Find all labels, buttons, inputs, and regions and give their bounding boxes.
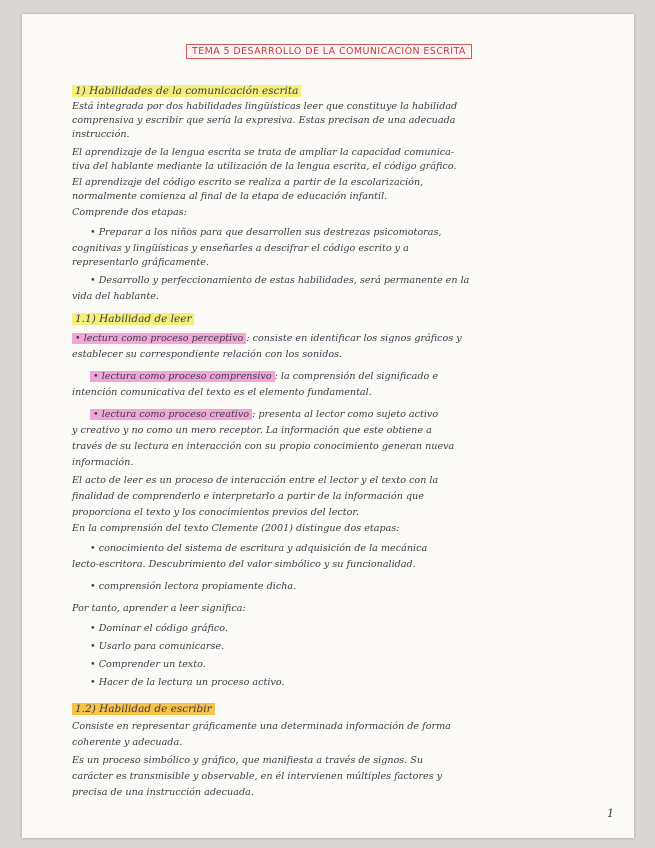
text-line: instrucción. bbox=[72, 129, 130, 140]
text-line: Por tanto, aprender a leer significa: bbox=[72, 603, 246, 614]
text-line: • lectura como proceso comprensivo : la comprensión del significado e bbox=[90, 370, 438, 384]
text-line: En la comprensión del texto Clemente (2001) distingue dos etapas: bbox=[72, 523, 400, 534]
text-line: • Hacer de la lectura un proceso activo. bbox=[90, 677, 285, 688]
text-line: proporciona el texto y los conocimientos previos del lector. bbox=[72, 507, 359, 518]
text-line: comprensiva y escribir que sería la expresiva. Estas precisan de una adecuada bbox=[72, 115, 456, 126]
section-heading: 1.2) Habilidad de escribir bbox=[72, 702, 215, 716]
text-line: • lectura como proceso creativo : presenta al lector como sujeto activo bbox=[90, 408, 438, 422]
text-line: • Usarlo para comunicarse. bbox=[90, 641, 225, 652]
section-heading: 1.1) Habilidad de leer bbox=[72, 312, 194, 326]
text-line: través de su lectura en interacción con su propio conocimiento generan nueva bbox=[72, 441, 455, 452]
text-line: vida del hablante. bbox=[72, 291, 159, 302]
text-line: El acto de leer es un proceso de interacción entre el lector y el texto con la bbox=[72, 475, 439, 486]
text-line: Está integrada por dos habilidades lingüísticas leer que constituye la habilidad bbox=[72, 101, 458, 112]
text-line: • Preparar a los niños para que desarrollen sus destrezas psicomotoras, bbox=[90, 227, 442, 238]
text-line: El aprendizaje del código escrito se realiza a partir de la escolarización, bbox=[72, 177, 424, 188]
text-line: tiva del hablante mediante la utilización de la lengua escrita, el código gráfico. bbox=[72, 161, 457, 172]
text-line: precisa de una instrucción adecuada. bbox=[72, 787, 254, 798]
text-line: establecer su correspondiente relación con los sonidos. bbox=[72, 349, 343, 360]
section-heading: 1) Habilidades de la comunicación escrita bbox=[72, 84, 301, 98]
text-line: finalidad de comprenderlo e interpretarlo a partir de la información que bbox=[72, 491, 424, 502]
text-line: Consiste en representar gráficamente una determinada información de forma bbox=[72, 721, 451, 732]
text-line: coherente y adecuada. bbox=[72, 737, 183, 748]
text-line: • conocimiento del sistema de escritura y adquisición de la mecánica bbox=[90, 543, 428, 554]
text-line: normalmente comienza al final de la etapa de educación infantil. bbox=[72, 191, 388, 202]
text-line: y creativo y no como un mero receptor. La información que este obtiene a bbox=[72, 425, 432, 436]
text-line: representarlo gráficamente. bbox=[72, 257, 209, 268]
text-line: Es un proceso simbólico y gráfico, que manifiesta a través de signos. Su bbox=[72, 755, 424, 766]
text-line: • comprensión lectora propiamente dicha. bbox=[90, 581, 297, 592]
notebook-page bbox=[22, 14, 634, 838]
text-line: • Dominar el código gráfico. bbox=[90, 623, 228, 634]
page-number: 1 bbox=[607, 807, 614, 820]
text-line: carácter es transmisible y observable, en él intervienen múltiples factores y bbox=[72, 771, 443, 782]
text-line: El aprendizaje de la lengua escrita se trata de ampliar la capacidad comunica- bbox=[72, 147, 455, 158]
text-line: • Comprender un texto. bbox=[90, 659, 206, 670]
text-line: cognitivas y lingüísticas y enseñarles a descifrar el código escrito y a bbox=[72, 243, 409, 254]
text-line: información. bbox=[72, 457, 134, 468]
text-line: • lectura como proceso perceptivo : consiste en identificar los signos gráficos y bbox=[72, 332, 462, 346]
text-line: lecto-escritora. Descubrimiento del valor simbólico y su funcionalidad. bbox=[72, 559, 416, 570]
text-line: intención comunicativa del texto es el elemento fundamental. bbox=[72, 387, 372, 398]
page-title: TEMA 5 DESARROLLO DE LA COMUNICACIÓN ESCRITA bbox=[186, 44, 472, 59]
text-line: Comprende dos etapas: bbox=[72, 207, 187, 218]
text-line: • Desarrollo y perfeccionamiento de estas habilidades, será permanente en la bbox=[90, 275, 470, 286]
